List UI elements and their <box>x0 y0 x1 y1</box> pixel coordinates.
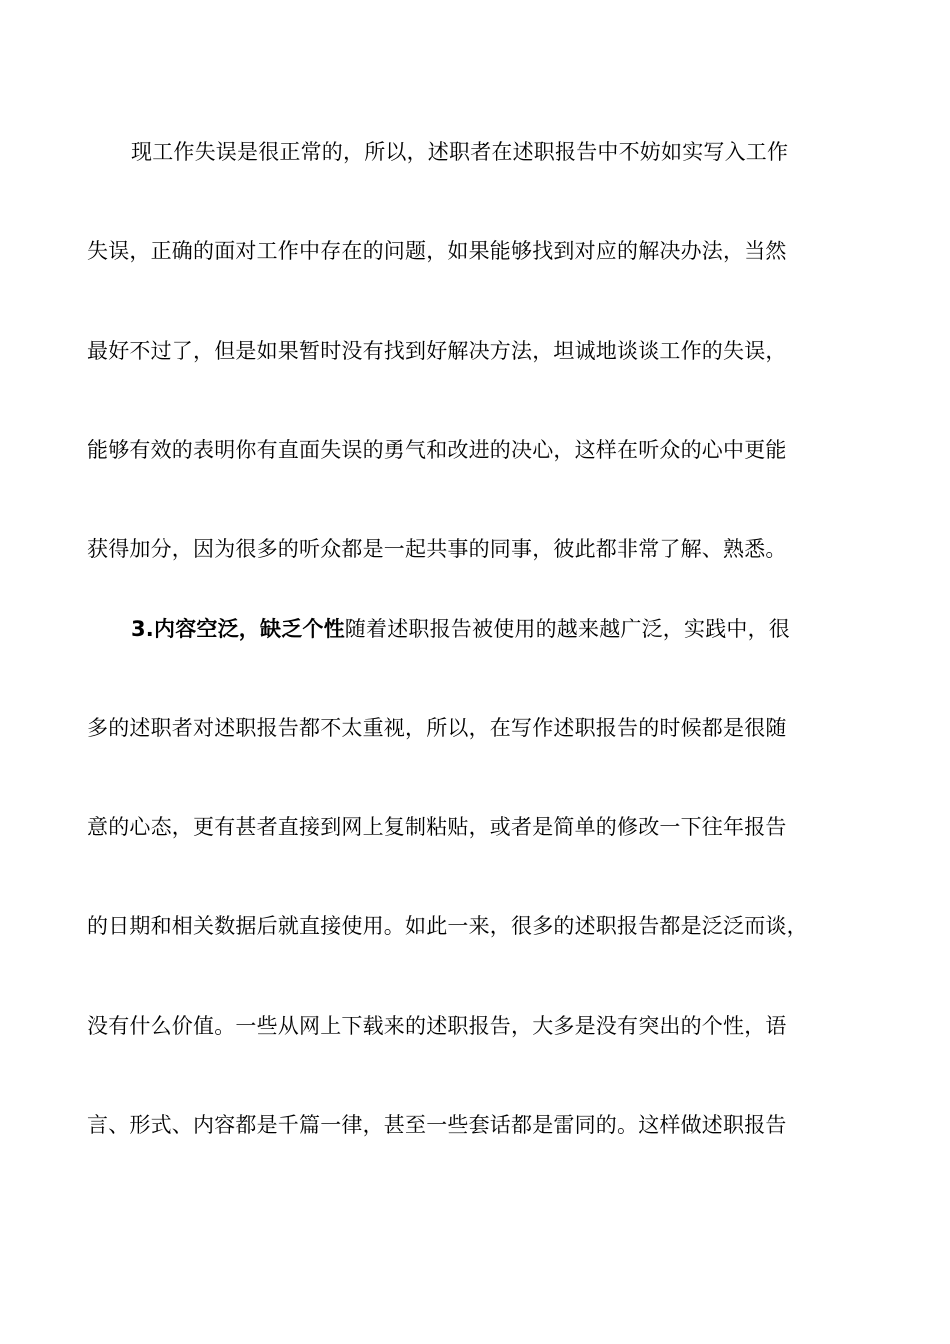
section-heading-rest: 随着述职报告被使用的越来越广泛，实践中，很 <box>344 617 790 641</box>
paragraph-line: 最好不过了，但是如果暂时没有找到好解决方法，坦诚地谈谈工作的失误， <box>87 339 787 363</box>
paragraph-line: 失误，正确的面对工作中存在的问题，如果能够找到对应的解决办法，当然 <box>87 239 787 263</box>
paragraph-line: 言、形式、内容都是千篇一律，甚至一些套话都是雷同的。这样做述职报告 <box>87 1113 787 1137</box>
paragraph-line: 获得加分，因为很多的听众都是一起共事的同事，彼此都非常了解、熟悉。 <box>87 537 787 561</box>
paragraph-line: 意的心态，更有甚者直接到网上复制粘贴，或者是简单的修改一下往年报告 <box>87 815 787 839</box>
paragraph-line: 能够有效的表明你有直面失误的勇气和改进的决心，这样在听众的心中更能 <box>87 438 787 462</box>
paragraph-line: 多的述职者对述职报告都不太重视，所以，在写作述职报告的时候都是很随 <box>87 716 787 740</box>
section-heading: 3.内容空泛，缺乏个性 <box>131 617 345 641</box>
paragraph-line: 的日期和相关数据后就直接使用。如此一来，很多的述职报告都是泛泛而谈， <box>87 914 808 938</box>
paragraph-line: 现工作失误是很正常的，所以，述职者在述职报告中不妨如实写入工作 <box>131 140 789 164</box>
paragraph-line: 没有什么价值。一些从网上下载来的述职报告，大多是没有突出的个性，语 <box>87 1014 787 1038</box>
section-first-line <box>131 614 877 644</box>
